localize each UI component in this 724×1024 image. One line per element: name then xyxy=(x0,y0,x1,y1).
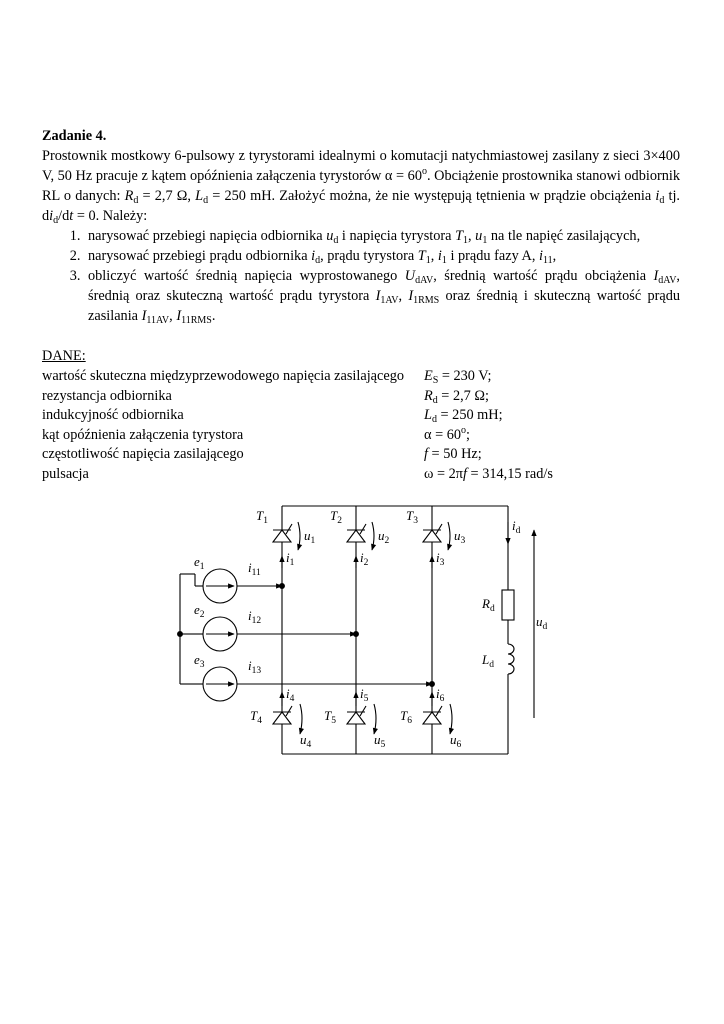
label-id: $i_d$ xyxy=(512,518,521,536)
voltage-arrow xyxy=(300,704,302,734)
voltage-arrow xyxy=(448,522,450,550)
dane-row xyxy=(42,386,680,406)
diagram-labels xyxy=(194,508,548,750)
task-item-3: 3. obliczyć wartość średnią napięcia wyprostowanego $U_{dAV}$, średnią wartość prądu obciążenia $I_{dAV}$, średnią oraz skuteczną wartość prądu tyrystora $I_{1AV}$, $I_{1RMS}$ oraz średnią i skuteczną wartość prądu zasilania $I_{11AV}$, $I_{11RMS}$. xyxy=(84,266,680,326)
dane-row xyxy=(42,444,680,464)
load-branch xyxy=(502,506,534,754)
label-i1: $i_1$ xyxy=(286,550,295,568)
inductor-ld xyxy=(508,644,514,674)
source-e1 xyxy=(195,569,282,603)
voltage-arrow xyxy=(298,522,300,550)
dane-label: indukcyjność odbiornika xyxy=(42,407,184,423)
label-u4: $u_4$ xyxy=(300,732,312,750)
dane-row xyxy=(42,464,680,484)
voltage-arrow xyxy=(450,704,452,734)
dane-row xyxy=(42,366,680,386)
label-T2: $T_2$ xyxy=(330,508,342,526)
thyristors-top xyxy=(273,524,442,542)
source-e2 xyxy=(195,617,356,651)
label-i5: $i_5$ xyxy=(360,686,369,704)
dane-row xyxy=(42,405,680,425)
resistor-rd xyxy=(502,590,514,620)
label-i3: $i_3$ xyxy=(436,550,445,568)
dane-label: pulsacja xyxy=(42,465,89,482)
label-i11: $i_{11}$ xyxy=(248,560,261,578)
label-T3: $T_3$ xyxy=(406,508,418,526)
dane-value: $E_S = 230$ V; xyxy=(424,368,492,386)
label-Rd: $R_d$ xyxy=(482,596,495,614)
label-e3: $e_3$ xyxy=(194,652,205,670)
label-e2: $e_2$ xyxy=(194,602,205,620)
dane-value: f = 50 Hz; xyxy=(424,446,482,462)
label-T5: $T_5$ xyxy=(324,708,336,726)
label-T1: $T_1$ xyxy=(256,508,268,526)
task-item-2: 2. narysować przebiegi prądu odbiornika $i_d$, prądu tyrystora $T_1$, $i_1$ i prądu fazy A, $i_{11}$, xyxy=(84,246,680,266)
voltage-arrow xyxy=(374,704,376,734)
label-ud: $u_d$ xyxy=(536,614,548,632)
label-u5: $u_5$ xyxy=(374,732,386,750)
dane-label: częstotliwość napięcia zasilającego xyxy=(42,446,244,462)
label-i6: $i_6$ xyxy=(436,686,445,704)
label-T4: $T_4$ xyxy=(250,708,262,726)
voltage-arrow xyxy=(372,522,374,550)
dane-value: ω = 2πf = 314,15 rad/s xyxy=(424,465,553,482)
task-title: Zadanie 4. xyxy=(42,128,107,144)
task-list xyxy=(42,226,680,326)
label-i13: $i_{13}$ xyxy=(248,658,262,676)
dane-label: kąt opóźnienia załączenia tyrystora xyxy=(42,426,244,443)
dane-heading: DANE: xyxy=(42,348,86,364)
label-T6: $T_6$ xyxy=(400,708,412,726)
dane-value: $L_d = 250$ mH; xyxy=(424,407,503,425)
dane-value: $\alpha = 60^o$; xyxy=(424,424,470,443)
task-item-1: 1. narysować przebiegi napięcia odbiornika $u_d$ i napięcia tyrystora $T_1$, $u_1$ na tle napięć zasilających, xyxy=(84,226,680,246)
source-branches xyxy=(178,569,432,701)
source-e3 xyxy=(195,667,432,701)
label-i2: $i_2$ xyxy=(360,550,369,568)
dane-value: $R_d = 2,7$ Ω; xyxy=(424,387,489,406)
label-u2: $u_2$ xyxy=(378,528,390,546)
label-i12: $i_{12}$ xyxy=(248,608,262,626)
thyristors-bottom xyxy=(273,706,442,724)
label-u3: $u_3$ xyxy=(454,528,466,546)
dane-table xyxy=(42,366,680,483)
dane-label: rezystancja odbiornika xyxy=(42,387,172,404)
task-intro: Prostownik mostkowy 6-pulsowy z tyrystorami idealnymi o komutacji natychmiastowej zasilany z sieci 3×400 V, 50 Hz pracuje z kątem opóźnienia załączenia tyrystorów $\alpha = 60^o$. Obciążenie prostownika stanowi odbiornik RL o danych: $R_d = 2,7$ Ω, $L_d = 250$ mH. Założyć można, że nie występują tętnienia w prądzie obciążenia $i_d$ tj. $di_d/dt = 0$. Należy: xyxy=(42,148,680,226)
label-i4: $i_4$ xyxy=(286,686,295,704)
bridge-rectifier-diagram xyxy=(170,496,560,766)
dane-row xyxy=(42,425,680,445)
label-e1: $e_1$ xyxy=(194,554,205,572)
label-u1: $u_1$ xyxy=(304,528,316,546)
label-u6: $u_6$ xyxy=(450,732,462,750)
task-page xyxy=(42,126,680,483)
dane-label: wartość skuteczna międzyprzewodowego napięcia zasilającego xyxy=(42,368,405,384)
label-Ld: $L_d$ xyxy=(482,652,494,670)
